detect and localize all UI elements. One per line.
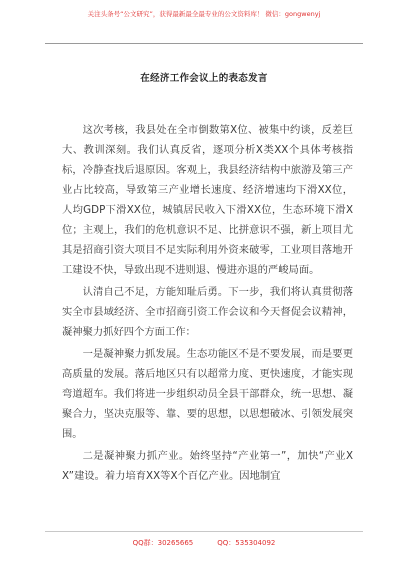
watermark-header xyxy=(0,10,408,19)
paragraph: 认清自己不足，方能知耻后勇。下一步，我们将认真贯彻落实全市县域经济、全市招商引资工作会议和今天督促会议精神，凝神聚力抓好四个方面工作： xyxy=(62,286,353,338)
header-divider xyxy=(45,43,363,44)
document-title: 在经济工作会议上的表态发言 xyxy=(140,73,268,84)
paragraph: 这次考核，我县处在全市倒数第X位、被集中约谈，反差巨大、教训深刻。我们认真反省，逐项分析X类XX个具体考核指标，冷静查找后退原因。客观上，我县经济结构中旅游及第三产业占比较高，导致第三产业增长速度、经济增速均下滑XX位，人均GDP下滑XX位，城镇居民收入下滑XX位，生态环境下滑X位；主观上，我们的危机意识不足、比拼意识不强，新上项目尤其是招商引资大项目不足实际利用外资来破零，工业项目落地开工建设不快，导致出现不进则退、慢进亦退的严峻局面。 xyxy=(62,124,353,276)
footer-qq-group: QQ群：30265665 xyxy=(132,539,194,547)
footer-qq-contact: QQ：535304092 xyxy=(217,539,276,547)
footer-divider xyxy=(45,531,363,532)
watermark-footer xyxy=(0,538,408,548)
header-promo-text: 关注头条号“公文研究”，获得最新最全最专业的公文资料库！ 微信：gongwenyj xyxy=(87,10,321,18)
document-body xyxy=(62,120,353,488)
paragraph: 二是凝神聚力抓产业。始终坚持“产业第一”，加快“产业XX”建设。着力培育XX等X个百亿产业。因地制宜 xyxy=(62,450,353,482)
paragraph: 一是凝神聚力抓发展。生态功能区不是不要发展，而是要更高质量的发展。落后地区只有以超常力度、更快速度，才能实现弯道超车。我们将进一步组织动员全县干部群众，统一思想、凝聚合力，坚决克服等、靠、要的思想，以思想破冰、引领发展突围。 xyxy=(62,348,353,440)
